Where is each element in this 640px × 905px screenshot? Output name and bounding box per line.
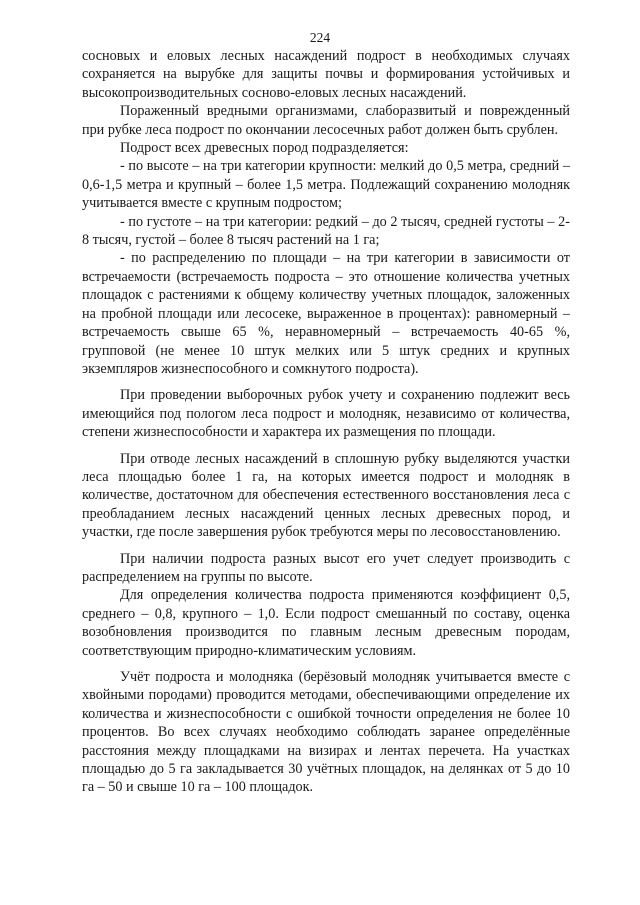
- page-body: [82, 47, 570, 797]
- paragraph-9: При наличии подроста разных высот его учет следует производить с распределением на группы по высоте.: [82, 550, 570, 585]
- paragraph-3: Подрост всех древесных пород подразделяется:: [120, 140, 409, 157]
- paragraph-4: - по высоте – на три категории крупности: мелкий до 0,5 метра, средний – 0,6-1,5 метра и крупный – более 1,5 метра. Подлежащий сохранению молодняк учитывается вместе с крупным подростом;: [82, 158, 570, 212]
- paragraph-10: Для определения количества подроста применяются коэффициент 0,5, среднего – 0,8, крупного – 1,0. Если подрост смешанный по составу, оценка возобновления производится по главным лесным древесным породам, соответствующим природно-климатическим условиям.: [82, 587, 570, 659]
- paragraph-5: - по густоте – на три категории: редкий – до 2 тысяч, средней густоты – 2-8 тысяч, густой – более 8 тысяч растений на 1 га;: [82, 213, 570, 249]
- page-number: 224: [309, 30, 331, 45]
- paragraph-6: - по распределению по площади – на три категории в зависимости от встречаемости (встречаемость подроста – это отношение количества учетных площадок с растениями к общему количеству учетных площадок, заложенных на пробной площади или лесосеке, выраженное в процентах): равномерный – встречаемость свыше 65 %, неравномерный – встречаемость 40-65 %, групповой (не менее 10 штук мелких или 5 штук средних и крупных экземпляров жизнеспособного и сомкнутого подроста).: [82, 250, 570, 377]
- paragraph-8: При отводе лесных насаждений в сплошную рубку выделяются участки леса площадью более 1 га, на которых имеется подрост и молодняк в количестве, достаточном для обеспечения естественного восстановления леса с преобладанием лесных насаждений ценных лесных древесных пород, и участки, где после завершения рубок требуются меры по лесовосстановлению.: [82, 450, 570, 541]
- paragraph-7: При проведении выборочных рубок учету и сохранению подлежит весь имеющийся под пологом леса подрост и молодняк, независимо от количества, степени жизнеспособности и характера их размещения по площади.: [82, 387, 570, 441]
- paragraph-2: Пораженный вредными организмами, слаборазвитый и поврежденный при рубке леса подрост по окончании лесосечных работ должен быть срублен.: [82, 103, 570, 138]
- paragraph-1: сосновых и еловых лесных насаждений подрост в необходимых случаях сохраняется на вырубке для защиты почвы и формирования устойчивых и высокопроизводительных сосново-еловых лесных насаждений.: [82, 48, 570, 101]
- paragraph-11: Учёт подроста и молодняка (берёзовый молодняк учитывается вместе с хвойными породами) проводится методами, обеспечивающими определение их количества и жизнеспособности с ошибкой точности определения не более 10 процентов. Во всех случаях необходимо соблюдать заранее определённые расстояния между площадками на визирах и лентах перечета. На участках площадью до 5 га закладывается 30 учётных площадок, на делянках от 5 до 10 га – 50 и свыше 10 га – 100 площадок.: [82, 669, 570, 796]
